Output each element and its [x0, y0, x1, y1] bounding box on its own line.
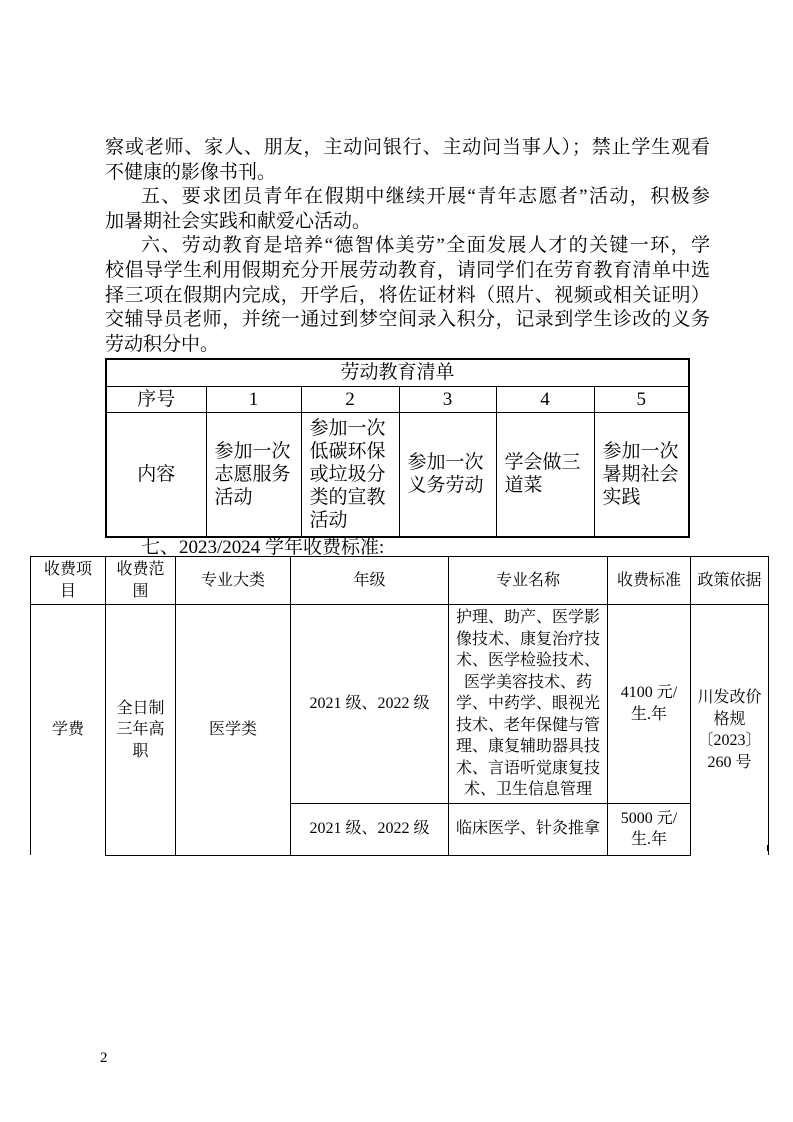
text-line: 六、劳动教育是培养“德智体美劳”全面发展人才的关键一环，学	[141, 235, 710, 257]
labor-table-col-3: 3	[399, 386, 496, 412]
labor-item-5: 参加一次暑期社会实践	[594, 412, 689, 537]
fee-header-major: 专业名称	[449, 557, 608, 605]
majors-cell-row2: 临床医学、针灸推拿	[449, 803, 608, 855]
text-line: 加暑期社会实践和献爱心活动。	[105, 210, 372, 232]
labor-table-header-seq: 序号	[106, 386, 206, 412]
fee-header-policy: 政策依据	[691, 557, 769, 605]
text-line: 不健康的影像书刊。	[105, 161, 277, 183]
fee-cell-row1: 4100 元/生.年	[608, 605, 691, 804]
text-line: 校倡导学生利用假期充分开展劳动教育，请同学们在劳育教育清单中选	[105, 259, 710, 281]
majors-cell-row1: 护理、助产、医学影像技术、康复治疗技术、医学检验技术、医学美容技术、药学、中药学、眼视光技术、老年保健与管理、康复辅助器具技术、言语听觉康复技术、卫生信息管理	[449, 605, 608, 804]
policy-basis-cell: 川发改价格规〔2023〕260 号	[691, 605, 769, 856]
fee-header-scope: 收费范围	[106, 557, 176, 605]
text-line: 五、要求团员青年在假期中继续开展“青年志愿者”活动，积极参	[141, 186, 710, 208]
major-category-cell: 医学类	[176, 605, 291, 856]
fee-header-item: 收费项目	[31, 557, 106, 605]
labor-table-content-label: 内容	[106, 412, 206, 537]
labor-table-col-4: 4	[496, 386, 594, 412]
labor-table-col-2: 2	[301, 386, 399, 412]
fee-header-standard: 收费标准	[608, 557, 691, 605]
fee-header-grade: 年级	[291, 557, 449, 605]
labor-table-col-1: 1	[206, 386, 301, 412]
fee-header-category: 专业大类	[176, 557, 291, 605]
text-line: 劳动积分中。	[105, 333, 220, 355]
labor-education-table	[105, 358, 690, 538]
labor-table-title: 劳动教育清单	[106, 359, 689, 386]
fee-standard-table	[30, 556, 769, 856]
table-right-border-stub	[767, 845, 768, 851]
grade-cell-row2: 2021 级、2022 级	[291, 803, 449, 855]
table-left-border-stub	[30, 845, 31, 851]
fee-scope-cell: 全日制三年高职	[106, 605, 176, 856]
page-number: 2	[100, 1050, 108, 1066]
text-line: 察或老师、家人、朋友，主动问银行、主动问当事人）；禁止学生观看	[105, 137, 710, 158]
labor-item-1: 参加一次志愿服务活动	[206, 412, 301, 537]
grade-cell-row1: 2021 级、2022 级	[291, 605, 449, 804]
labor-item-4: 学会做三道菜	[496, 412, 594, 537]
fee-cell-row2: 5000 元/生.年	[608, 803, 691, 855]
labor-item-3: 参加一次义务劳动	[399, 412, 496, 537]
labor-item-2: 参加一次低碳环保或垃圾分类的宣教活动	[301, 412, 399, 537]
labor-table-col-5: 5	[594, 386, 689, 412]
text-line: 交辅导员老师，并统一通过到梦空间录入积分，记录到学生诊改的义务	[105, 309, 710, 331]
text-line: 择三项在假期内完成，开学后，将佐证材料（照片、视频或相关证明）	[105, 284, 710, 306]
body-paragraphs	[105, 136, 710, 357]
section-seven-heading: 七、2023/2024 学年收费标准:	[141, 537, 385, 558]
fee-item-cell: 学费	[31, 605, 106, 856]
